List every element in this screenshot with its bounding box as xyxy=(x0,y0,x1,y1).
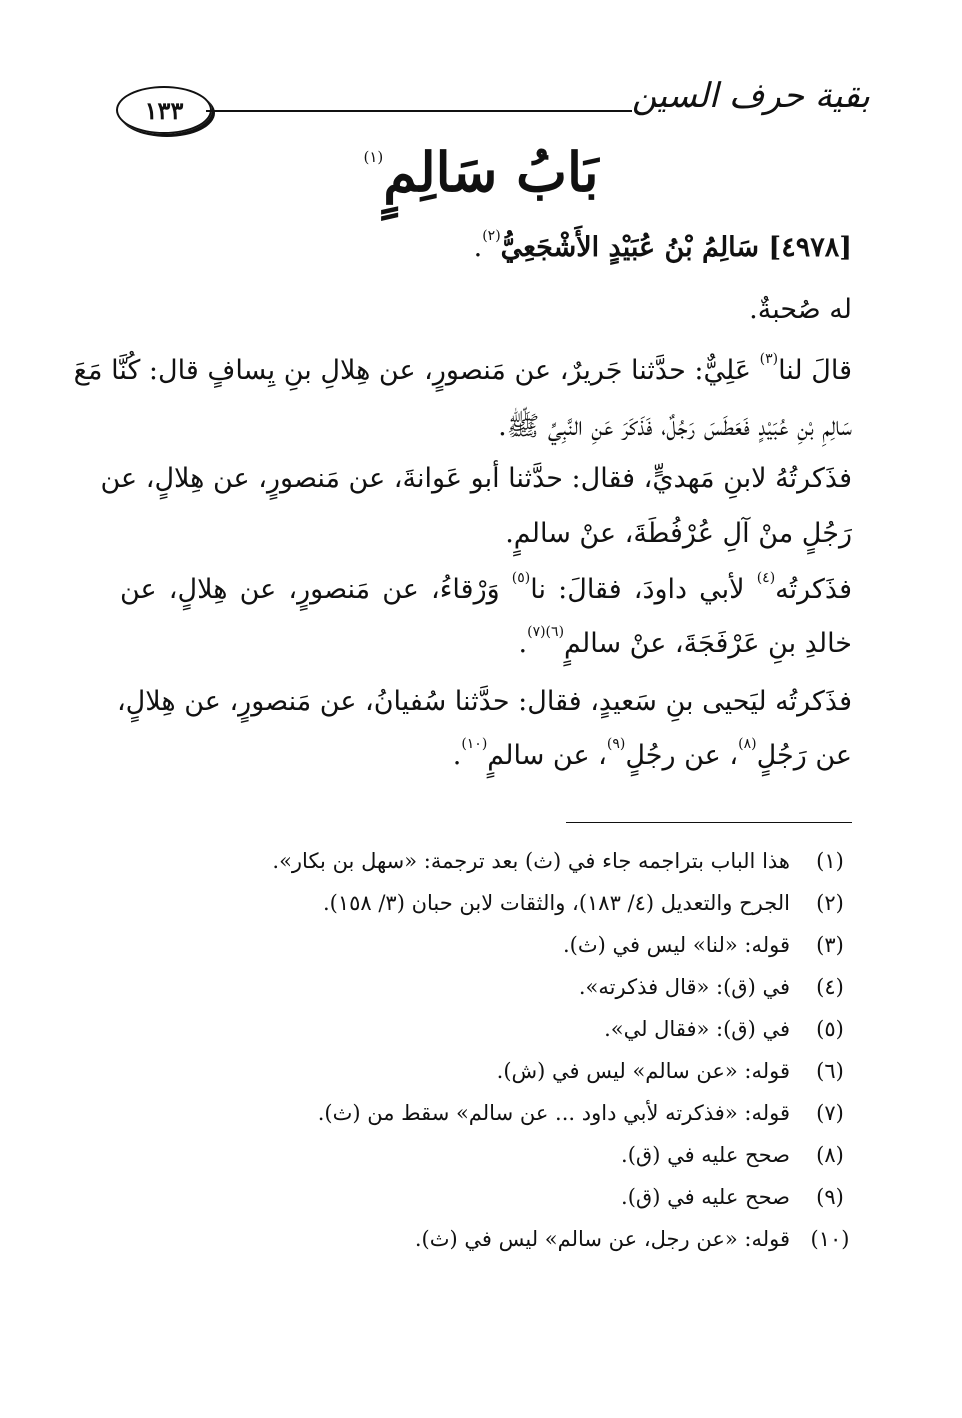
body-line-7 xyxy=(518,624,853,659)
footnote-number: (٣) xyxy=(816,933,844,957)
footnote-separator xyxy=(566,822,852,823)
footnote-text: هذا الباب بتراجمه جاء في (ث) بعد ترجمة: «سهل بن بكار». xyxy=(272,849,790,873)
body-text: قالَ لنا xyxy=(778,355,852,386)
body-text: . xyxy=(452,740,462,771)
body-line-8: فذَكرتُه ليَحيى بنِ سَعيدٍ، فقال: حدَّثنا سُفيانُ، عن مَنصورٍ، عن هِلالٍ، xyxy=(116,686,852,717)
body-text: وَرْقاءُ، عن مَنصورٍ، عن هِلالٍ، عن xyxy=(120,574,512,605)
note-ref: (٨) xyxy=(738,736,757,752)
footnote xyxy=(112,1140,852,1182)
body-line-4: فذَكرتُهُ لابنِ مَهديٍّ، فقال: حدَّثنا أبو عَوانةَ، عن مَنصورٍ، عن هِلالٍ، عن xyxy=(100,463,852,494)
entry-note-ref: (٢) xyxy=(482,228,501,244)
footnote-text: قوله: «عن رجل، عن سالم» ليس في (ث). xyxy=(414,1227,790,1251)
body-line-3: سَالِمِ بْنِ عُبَيْدٍ فَعَطَسَ رَجُلٌ، فَذَكَرَ عَنِ النَّبِيِّ ﷺ. xyxy=(498,411,852,442)
footnote-text: صحح عليه في (ق). xyxy=(621,1185,790,1209)
body-line-5: رَجُلٍ منْ آلِ عُرْفُطَةَ، عنْ سالمٍ. xyxy=(505,518,852,549)
note-ref: (٦)(٧) xyxy=(527,624,565,640)
footnote-number: (٧) xyxy=(816,1101,844,1125)
header-rule xyxy=(206,110,632,112)
footnote-text: قوله: «عن سالم» ليس في (ش). xyxy=(496,1059,790,1083)
body-text: . xyxy=(518,628,528,659)
footnote xyxy=(112,1182,852,1224)
note-ref: (٤) xyxy=(756,570,776,586)
footnote xyxy=(112,930,852,972)
chapter-note-ref: (١) xyxy=(363,148,384,166)
footnote-number: (٤) xyxy=(816,975,844,999)
footnote xyxy=(112,1014,852,1056)
body-line-9 xyxy=(452,736,852,771)
footnote-number: (١) xyxy=(816,849,844,873)
footnote-number: (٨) xyxy=(816,1143,844,1167)
footnote-number: (١٠) xyxy=(810,1227,850,1251)
entry-heading xyxy=(473,228,852,263)
note-ref: (٣) xyxy=(759,351,779,367)
entry-heading-text: [٤٩٧٨] سَالِمُ بْنُ عُبَيْدٍ الأَشْجَعِيُّ xyxy=(500,232,852,263)
footnote xyxy=(112,972,852,1014)
footnote-text: في (ق): «فقال لي». xyxy=(604,1017,790,1041)
footnote xyxy=(112,1056,852,1098)
body-line-2 xyxy=(73,351,852,386)
note-ref: (٥) xyxy=(511,570,531,586)
footnote-text: في (ق): «قال فذكرته». xyxy=(578,975,790,999)
body-line-6 xyxy=(120,570,852,605)
page-number: ١٣٣ xyxy=(116,86,212,134)
body-text: ، عن رجُلٍ xyxy=(625,740,739,771)
body-text: عن رَجُلٍ xyxy=(756,740,852,771)
footnote-number: (٩) xyxy=(816,1185,844,1209)
footnote-text: الجرح والتعديل (٤/ ١٨٣)، والثقات لابن حبان (٣/ ١٥٨). xyxy=(322,891,790,915)
footnote-text: قوله: «فذكرته لأبي داود ... عن سالم» سقط من (ث). xyxy=(317,1101,790,1125)
footnote xyxy=(112,846,852,888)
footnote xyxy=(112,1098,852,1140)
body-text: فذَكرتُه xyxy=(775,574,852,605)
footnote-text: قوله: «لنا» ليس في (ث). xyxy=(562,933,790,957)
footnotes-list xyxy=(112,846,852,1266)
note-ref: (٩) xyxy=(606,736,626,752)
entry-heading-tail: . xyxy=(473,232,483,263)
footnote-number: (٢) xyxy=(816,891,844,915)
body-text: عَلِيٌّ: حدَّثنا جَريرٌ، عن مَنصورٍ، عن هِلالِ بنِ يِسافٍ قال: كُنَّا مَعَ xyxy=(73,355,760,386)
note-ref: (١٠) xyxy=(461,736,488,752)
body-text: خالدِ بنِ عَرْفَجَةَ، عنْ سالمٍ xyxy=(564,628,852,659)
chapter-title xyxy=(0,140,962,204)
footnote xyxy=(112,1224,852,1266)
footnote xyxy=(112,888,852,930)
chapter-title-text: بَابُ سَالِمٍ xyxy=(383,140,599,204)
footnote-number: (٥) xyxy=(816,1017,844,1041)
body-text: ، عن سالمٍ xyxy=(487,740,607,771)
footnote-number: (٦) xyxy=(816,1059,844,1083)
footnote-text: صحح عليه في (ق). xyxy=(621,1143,790,1167)
running-title: بقية حرف السين xyxy=(631,76,870,116)
body-text: لأبي داودَ، فقالَ: نا xyxy=(530,574,757,605)
body-line-1: له صُحبةٌ. xyxy=(749,294,852,325)
